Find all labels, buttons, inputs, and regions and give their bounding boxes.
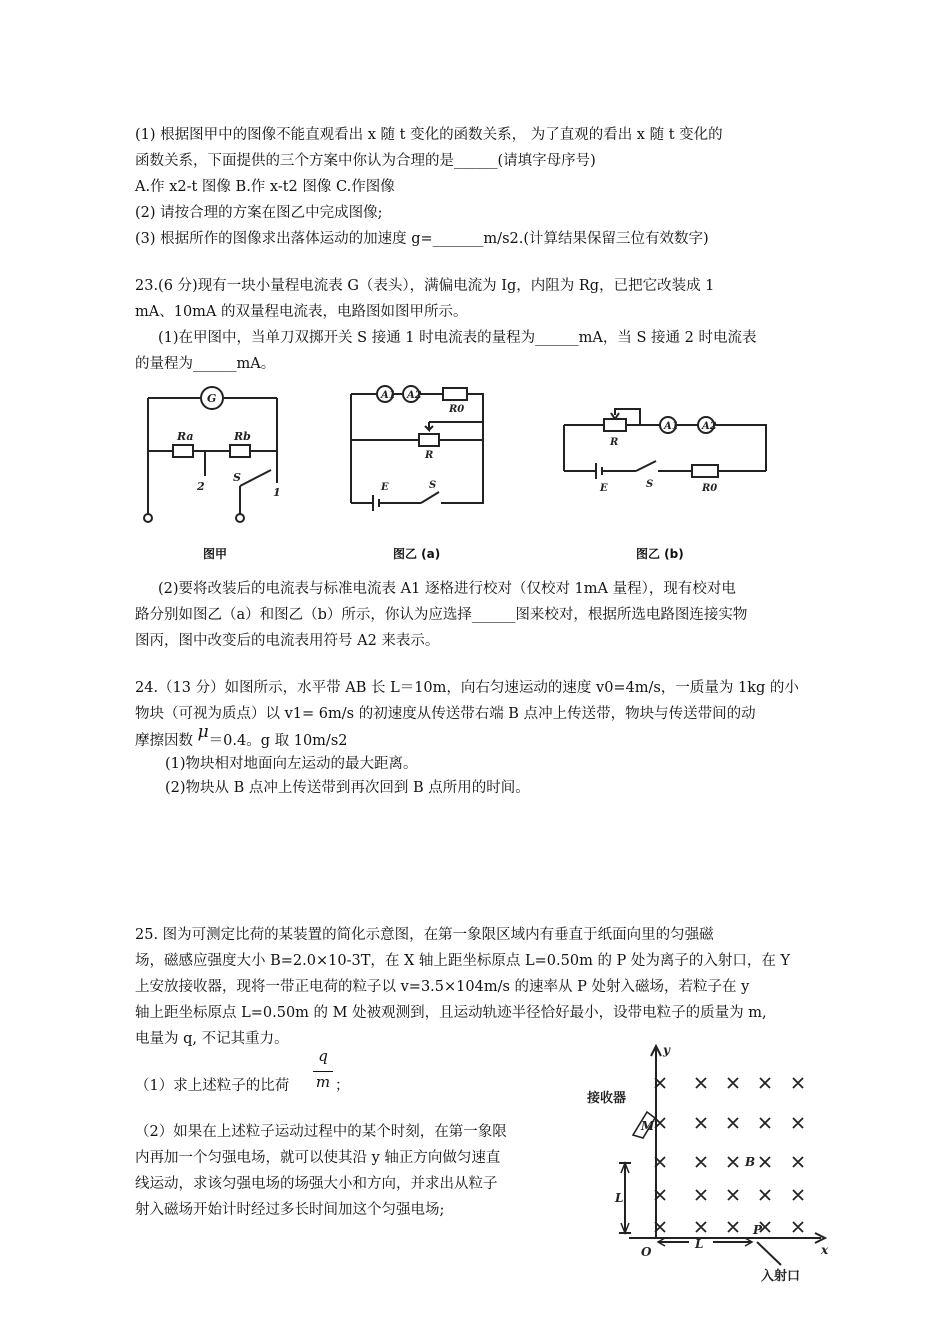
figb-label-s: S <box>429 480 437 491</box>
figc-label-r0: R0 <box>702 483 718 494</box>
q25-part-2-line-3: 线运动，求该匀强电场的场强大小和方向，并求出从粒子 <box>135 1176 498 1192</box>
figb-label-a2: A2 <box>407 390 422 401</box>
point-label-m: M <box>641 1119 655 1133</box>
q23-part-1-cont: 的量程为______mA。 <box>135 356 276 372</box>
point-label-p: P <box>753 1223 763 1237</box>
figc-label-a2: A2 <box>702 421 717 432</box>
axis-label-x: x <box>821 1243 829 1257</box>
q25-part-2-line-1: （2）如果在上述粒子运动过程中的某个时刻，在第一象限 <box>135 1124 507 1140</box>
q24-line-3b: ＝0.4。g 取 10m/s2 <box>208 733 348 749</box>
q23-line-1: 23.(6 分)现有一块小量程电流表 G（表头），满偏电流为 Ig，内阻为 Rg，已把它改装成 1 <box>135 278 715 294</box>
figc-label-a1: A1 <box>664 421 679 432</box>
figa-label-rb: Rb <box>234 430 251 443</box>
q25-line-2: 场，磁感应强度大小 B=2.0×10-3T，在 X 轴上距坐标原点 L=0.50m 的 P 处为离子的入射口，在 Y <box>135 953 791 969</box>
q24-line-1: 24.（13 分）如图所示，水平带 AB 长 L＝10m，向右匀速运动的速度 v0=4m/s，一质量为 1kg 的小 <box>135 680 799 696</box>
figb-caption: 图乙 (a) <box>393 547 441 561</box>
q25-part-2-line-2: 内再加一个匀强电场，就可以使其沿 y 轴正方向做匀速直 <box>135 1150 501 1166</box>
q22-options: A.作 x2-t 图像 B.作 x-t2 图像 C.作图像 <box>135 179 395 195</box>
q25-line-5: 电量为 q, 不记其重力。 <box>135 1031 289 1047</box>
length-label-l-horizontal: L <box>695 1237 704 1251</box>
q24-line-3a: 摩擦因数 <box>135 733 193 749</box>
circuit-figure-b <box>343 378 493 518</box>
axis-label-y: y <box>663 1043 670 1057</box>
q23-part-2-cont-1: 路分别如图乙（a）和图乙（b）所示，你认为应选择______图来校对，根据所选电路图连接实物 <box>135 607 748 623</box>
figc-label-s: S <box>646 479 654 490</box>
q24-line-2: 物块（可视为质点）以 v1= 6m/s 的初速度从传送带右端 B 点冲上传送带，物块与传送带间的动 <box>135 706 756 722</box>
figa-label-2: 2 <box>197 480 205 493</box>
length-label-l-vertical: L <box>615 1191 624 1205</box>
figb-label-r: R <box>425 450 434 461</box>
figc-label-e: E <box>600 483 608 494</box>
q24-line-3 <box>135 722 348 751</box>
circuit-figure-a <box>135 378 305 538</box>
figa-label-ra: Ra <box>177 430 194 443</box>
q25-line-1: 25. 图为可测定比荷的某装置的简化示意图，在第一象限区域内有垂直于纸面向里的匀强磁 <box>135 927 714 943</box>
q24-part-1: (1)物块相对地面向左运动的最大距离。 <box>165 756 418 772</box>
mu-symbol: μ <box>197 722 209 742</box>
q22-part-3: (3) 根据所作的图像求出落体运动的加速度 g=_______m/s2.(计算结果保留三位有效数字) <box>135 231 709 247</box>
q23-line-2: mA、10mA 的双量程电流表，电路图如图甲所示。 <box>135 304 468 320</box>
field-label-b: B <box>745 1155 756 1169</box>
q25-line-3: 上安放接收器，现将一带正电荷的粒子以 v=3.5×104m/s 的速率从 P 处射入磁场，若粒子在 y <box>135 979 750 995</box>
entry-label: 入射口 <box>761 1269 801 1284</box>
figb-label-a1: A1 <box>381 390 396 401</box>
receiver-label: 接收器 <box>587 1091 627 1106</box>
q22-line-2: 函数关系，下面提供的三个方案中你认为合理的是______(请填字母序号) <box>135 153 596 169</box>
figb-label-r0: R0 <box>449 404 465 415</box>
q23-part-1: (1)在甲图中，当单刀双掷开关 S 接通 1 时电流表的量程为______mA，当 S 接通 2 时电流表 <box>158 330 757 346</box>
q23-part-2: (2)要将改装后的电流表与标准电流表 A1 逐格进行校对（仅校对 1mA 量程），现有校对电 <box>158 581 736 597</box>
q24-part-2: (2)物块从 B 点冲上传送带到再次回到 B 点所用的时间。 <box>165 780 530 796</box>
q22-line-1: (1) 根据图甲中的图像不能直观看出 x 随 t 变化的函数关系， 为了直观的看出 x 随 t 变化的 <box>135 127 723 143</box>
magnetic-field-figure <box>585 1040 845 1290</box>
circuit-figure-c <box>560 405 772 500</box>
q25-line-4: 轴上距坐标原点 L=0.50m 的 M 处被观测到，且运动轨迹半径恰好最小，设带电粒子的质量为 m, <box>135 1005 767 1021</box>
figa-caption: 图甲 <box>203 547 228 561</box>
fraction-denominator: m <box>315 1073 331 1091</box>
figa-label-g: G <box>207 392 217 405</box>
figa-label-1: 1 <box>273 486 281 499</box>
origin-label-o: O <box>641 1245 652 1259</box>
q25-part-1: （1）求上述粒子的比荷 <box>135 1078 290 1094</box>
fraction-numerator: q <box>318 1047 328 1065</box>
q25-part-1-end: ； <box>335 1078 350 1094</box>
q25-part-2-line-4: 射入磁场开始计时经过多长时间加这个匀强电场; <box>135 1202 445 1218</box>
q22-part-2: (2) 请按合理的方案在图乙中完成图像; <box>135 205 383 221</box>
q23-part-2-cont-2: 图丙，图中改变后的电流表用符号 A2 来表示。 <box>135 633 440 649</box>
figc-label-r: R <box>610 437 619 448</box>
figb-label-e: E <box>381 482 389 493</box>
figc-caption: 图乙 (b) <box>636 547 684 561</box>
fraction-bar <box>313 1071 333 1072</box>
figa-label-s: S <box>233 471 241 484</box>
